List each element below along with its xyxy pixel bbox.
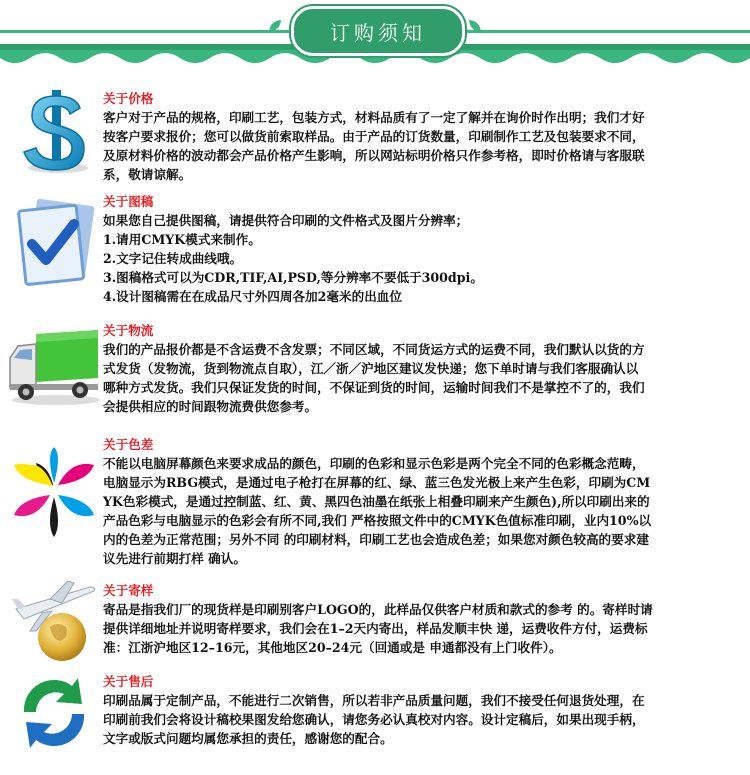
section-title: 关于色差 (103, 437, 154, 452)
header-title: 订购须知 (330, 20, 426, 45)
text-line: 按客户要求报价；您可以做货前索取样品。由于产品的订货数量，印刷制作工艺及包装要求不同， (103, 129, 645, 144)
section-after-sales-text (103, 672, 728, 748)
section-logistics-text (103, 321, 728, 416)
text-line: 哪种方式发货。我们只保证发货的时间，不保证到货的时间，运输时间我们不是掌控不了的，我们 (103, 380, 645, 395)
text-line: 产品色彩与电脑显示的色彩会有所不同,我们 严格按照文件中的CMYK色值标准印刷，业内10%以 (103, 513, 652, 528)
refresh-arrows-icon (10, 672, 98, 754)
text-line: 会提供相应的时间跟物流费供您参考。 (103, 399, 318, 414)
text-line: 客户对于产品的规格，印刷工艺，包装方式，材料品质有了一定了解并在询价时作出明；我们才好 (103, 110, 645, 125)
text-line: 提供详细地址并说明寄样要求，我们会在1–2天内寄出，样品发顺丰快 递，运费收件方付，运费标 (103, 621, 648, 636)
document-check-icon (10, 198, 98, 288)
text-line: 准：江浙沪地区12–16元，其他地区20–24元（回通或是 申通都没有上门收件）。 (103, 640, 562, 655)
text-line: 及原材料价格的波动都会产品价格产生影响，所以网站标明价格只作参考格，即时价格请与客服联 (103, 148, 645, 163)
text-line: 议先进行前期打样 确认。 (103, 551, 246, 566)
text-line: YK色彩模式，是通过控制蓝、红、黄、黑四色油墨在纸张上相叠印刷来产生颜色),所以印刷出来的 (103, 494, 650, 509)
text-line: 2.文字记住转成曲线哦。 (103, 251, 243, 266)
header-title-badge (291, 6, 465, 56)
text-line: 3.图稿格式可以为CDR,TIF,AI,PSD,等分辨率不要低于300dpi。 (103, 270, 483, 285)
text-line: 电脑显示为RBG模式，是通过电子枪打在屏幕的红、绿、蓝三色发光极上来产生色彩，印刷为CM (103, 475, 651, 490)
text-line: 不能以电脑屏幕颜色来要求成品的颜色，印刷的色彩和显示色彩是两个完全不同的色彩概念范畴， (103, 456, 645, 471)
section-title: 关于图稿 (103, 194, 154, 209)
text-line: 我们的产品报价都是不含运费不含发票；不同区域，不同货运方式的运费不同，我们默认以货的方 (103, 342, 645, 357)
section-title: 关于寄样 (103, 583, 154, 598)
text-line: 寄品是指我们厂的现货样是印刷别客户LOGO的，此样品仅供客户材质和款式的参考 的。寄样时请 (103, 602, 653, 617)
section-price-text (103, 89, 728, 184)
text-line: 式发货（发物流，货到物流点自取），江／浙／沪地区建议发快递；您下单时请与我们客服确认以 (103, 361, 639, 376)
text-line: 印刷前我们会将设计稿校果图发给您确认，请您务必认真校对内容。设计定稿后，如果出现手柄， (103, 712, 645, 727)
text-line: 文字或版式问题均属您承担的责任，感谢您的配合。 (103, 731, 393, 746)
leaf-icon (268, 19, 282, 33)
text-line: 4.设计图稿需在在成品尺寸外四周各加2毫米的出血位 (103, 289, 402, 304)
section-artwork-text (103, 192, 728, 306)
section-color-difference-text (103, 435, 728, 568)
section-samples-text (103, 581, 728, 657)
airplane-globe-icon (10, 579, 98, 663)
dollar-icon (10, 88, 98, 174)
section-title: 关于物流 (103, 323, 154, 338)
text-line: 如果您自己提供图稿，请提供符合印刷的文件格式及图片分辨率； (103, 213, 469, 228)
header-banner (0, 0, 750, 80)
text-line: 内的色差为正常范围；另外不同 的印刷材料，印刷工艺也会造成色差；如果您对颜色较高的要求建 (103, 532, 649, 547)
section-title: 关于价格 (103, 91, 154, 106)
color-drops-icon (10, 445, 98, 541)
text-line: 印刷品属于定制产品，不能进行二次销售，所以若非产品质量问题，我们不接受任何退货处理，在 (103, 693, 645, 708)
text-line: 1.请用CMYK模式来制作。 (103, 232, 261, 247)
truck-icon (6, 328, 100, 408)
leaf-icon (468, 19, 482, 33)
section-title: 关于售后 (103, 674, 154, 689)
text-line: 系，敬请谅解。 (103, 167, 192, 182)
